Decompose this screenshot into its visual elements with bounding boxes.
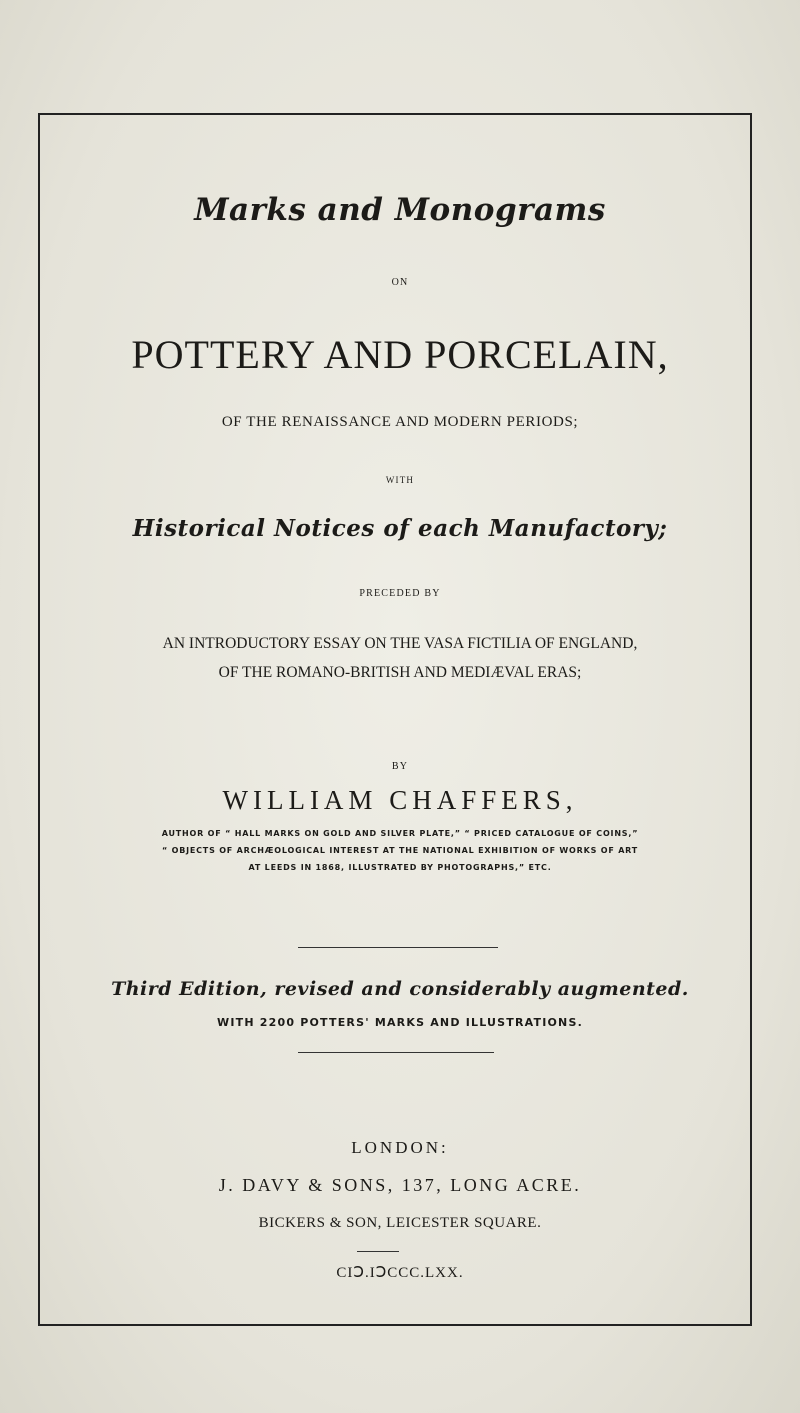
author-works-line-2: “ OBJECTS OF ARCHÆOLOGICAL INTEREST AT THE NATIONAL EXHIBITION OF WORKS OF ART xyxy=(161,846,639,855)
author-works-line-1: AUTHOR OF “ HALL MARKS ON GOLD AND SILVER PLATE,” “ PRICED CATALOGUE OF COINS,” xyxy=(161,829,639,838)
essay-line-1: AN INTRODUCTORY ESSAY ON THE VASA FICTILIA OF ENGLAND, xyxy=(162,635,638,652)
author-works-line-3: AT LEEDS IN 1868, ILLUSTRATED BY PHOTOGRAPHS,” ETC. xyxy=(248,863,552,872)
divider-top xyxy=(298,947,498,948)
imprint-date: CIↃ.IↃCCC.LXX. xyxy=(336,1265,464,1281)
by-label: BY xyxy=(391,761,409,772)
illustrations-note: WITH 2200 POTTERS' MARKS AND ILLUSTRATIONS. xyxy=(217,1016,583,1029)
historical-notices: Historical Notices of each Manufactory; xyxy=(132,515,668,542)
imprint-bookseller: BICKERS & SON, LEICESTER SQUARE. xyxy=(258,1215,542,1231)
main-title: POTTERY AND PORCELAIN, xyxy=(131,332,669,377)
periods-subtitle: OF THE RENAISSANCE AND MODERN PERIODS; xyxy=(221,414,579,430)
with-label: WITH xyxy=(385,475,415,485)
essay-line-2: OF THE ROMANO-BRITISH AND MEDIÆVAL ERAS; xyxy=(218,664,582,681)
divider-date xyxy=(357,1251,399,1252)
book-title: Marks and Monograms xyxy=(194,192,606,228)
imprint-publisher: J. DAVY & SONS, 137, LONG ACRE. xyxy=(218,1175,582,1195)
divider-bottom xyxy=(298,1052,494,1053)
imprint-place: LONDON: xyxy=(351,1138,449,1157)
edition-statement: Third Edition, revised and considerably augmented. xyxy=(111,978,689,1000)
on-label: ON xyxy=(391,277,409,288)
author-name: WILLIAM CHAFFERS, xyxy=(222,785,578,815)
preceded-by-label: PRECEDED BY xyxy=(359,588,441,599)
